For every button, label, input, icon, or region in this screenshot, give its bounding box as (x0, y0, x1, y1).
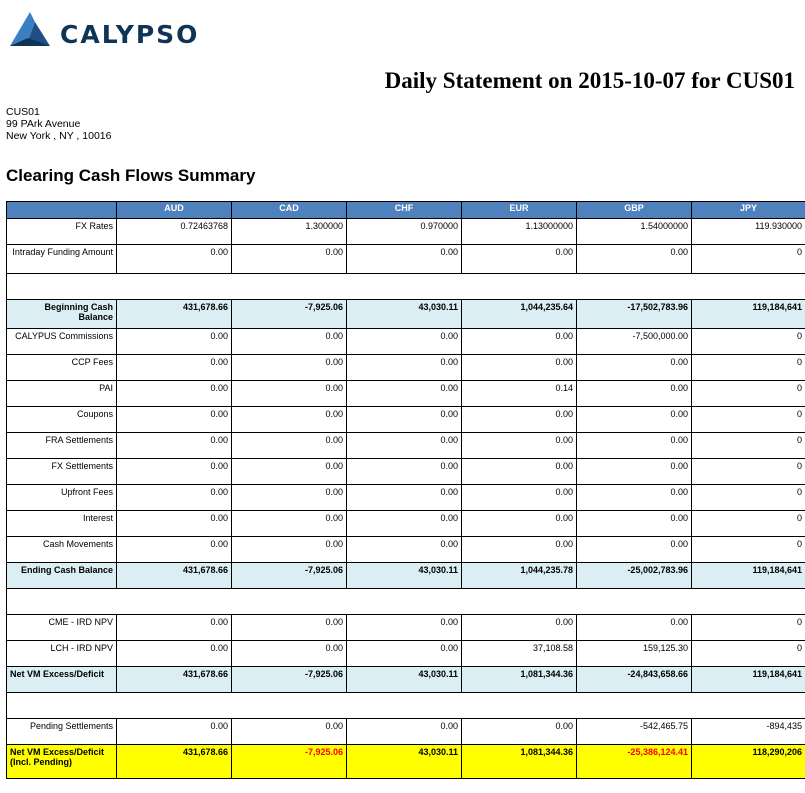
table-row-pai (7, 381, 805, 407)
cell-eur: 1,081,344.36 (462, 667, 577, 693)
cell-gbp: 0.00 (577, 245, 692, 274)
cell-chf: 0.00 (347, 615, 462, 641)
page-title: Daily Statement on 2015-10-07 for CUS01 (384, 68, 795, 93)
table-row-net-vm-incl-pending (7, 745, 805, 779)
cell-cad: 0.00 (232, 245, 347, 274)
table-row-commissions (7, 329, 805, 355)
cell-cad: -7,925.06 (232, 300, 347, 329)
cell-jpy: 0 (692, 537, 805, 563)
column-header-gbp: GBP (577, 202, 692, 219)
column-header-cad: CAD (232, 202, 347, 219)
cell-gbp: 0.00 (577, 485, 692, 511)
cell-chf: 0.00 (347, 459, 462, 485)
cell-cad: 0.00 (232, 641, 347, 667)
cell-jpy: 0 (692, 407, 805, 433)
cell-eur: 1.13000000 (462, 219, 577, 245)
cell-gbp: 0.00 (577, 537, 692, 563)
cell-gbp: -17,502,783.96 (577, 300, 692, 329)
cell-chf: 0.00 (347, 245, 462, 274)
cell-eur: 0.14 (462, 381, 577, 407)
cell-jpy: 0 (692, 459, 805, 485)
cell-jpy: 119,184,641 (692, 300, 805, 329)
row-label: Net VM Excess/Deficit (7, 667, 117, 693)
cell-eur: 0.00 (462, 245, 577, 274)
cell-chf: 0.00 (347, 719, 462, 745)
cell-cad: 0.00 (232, 381, 347, 407)
row-label: FX Settlements (7, 459, 117, 485)
cell-jpy: 119,184,641 (692, 563, 805, 589)
cell-cad: 0.00 (232, 459, 347, 485)
cell-gbp: 1.54000000 (577, 219, 692, 245)
row-label: FRA Settlements (7, 433, 117, 459)
calypso-mountain-logo-icon (8, 8, 52, 48)
cell-chf: 0.00 (347, 511, 462, 537)
table-row-net-vm-excess-deficit (7, 667, 805, 693)
cell-jpy: -894,435 (692, 719, 805, 745)
cell-eur: 1,081,344.36 (462, 745, 577, 779)
cell-gbp: -25,386,124.41 (577, 745, 692, 779)
cell-cad: 0.00 (232, 407, 347, 433)
cell-jpy: 0 (692, 615, 805, 641)
column-header-jpy: JPY (692, 202, 805, 219)
cell-aud: 0.00 (117, 355, 232, 381)
cell-jpy: 119.930000 (692, 219, 805, 245)
cell-jpy: 0 (692, 245, 805, 274)
address-line-1: CUS01 (6, 106, 40, 118)
cell-jpy: 0 (692, 381, 805, 407)
cell-aud: 0.00 (117, 615, 232, 641)
cell-chf: 43,030.11 (347, 300, 462, 329)
table-row-ccp-fees (7, 355, 805, 381)
cell-eur: 0.00 (462, 485, 577, 511)
cell-cad: 0.00 (232, 433, 347, 459)
cell-gbp: -24,843,658.66 (577, 667, 692, 693)
spacer-cell (7, 693, 805, 719)
cell-aud: 0.00 (117, 719, 232, 745)
cell-aud: 0.00 (117, 641, 232, 667)
cell-eur: 0.00 (462, 329, 577, 355)
table-row-upfront-fees (7, 485, 805, 511)
cell-chf: 0.00 (347, 537, 462, 563)
cell-chf: 0.00 (347, 407, 462, 433)
table-row-fx-settlements (7, 459, 805, 485)
row-label: Coupons (7, 407, 117, 433)
table-row-fra-settlements (7, 433, 805, 459)
cell-aud: 0.00 (117, 485, 232, 511)
spacer-row (7, 274, 805, 300)
cell-cad: 1.300000 (232, 219, 347, 245)
spacer-cell (7, 589, 805, 615)
cell-jpy: 0 (692, 329, 805, 355)
cell-eur: 1,044,235.78 (462, 563, 577, 589)
cell-chf: 0.00 (347, 485, 462, 511)
cell-gbp: 0.00 (577, 355, 692, 381)
cell-aud: 0.00 (117, 407, 232, 433)
cell-jpy: 0 (692, 511, 805, 537)
cell-aud: 431,678.66 (117, 300, 232, 329)
cell-eur: 0.00 (462, 433, 577, 459)
cell-gbp: 0.00 (577, 511, 692, 537)
row-label: Intraday Funding Amount (7, 245, 117, 274)
cell-aud: 0.00 (117, 433, 232, 459)
cell-cad: 0.00 (232, 615, 347, 641)
client-address (6, 106, 111, 142)
table-row-ending-cash-balance (7, 563, 805, 589)
cell-cad: 0.00 (232, 537, 347, 563)
row-label: Interest (7, 511, 117, 537)
cell-cad: 0.00 (232, 511, 347, 537)
logo-wordmark: CALYPSO (60, 20, 200, 49)
cell-gbp: -25,002,783.96 (577, 563, 692, 589)
cell-chf: 0.00 (347, 381, 462, 407)
cell-aud: 0.00 (117, 245, 232, 274)
table-row-fx-rates (7, 219, 805, 245)
cell-chf: 0.970000 (347, 219, 462, 245)
row-label: PAI (7, 381, 117, 407)
cell-eur: 37,108.58 (462, 641, 577, 667)
cell-jpy: 0 (692, 641, 805, 667)
column-header-label (7, 202, 117, 219)
cell-cad: -7,925.06 (232, 667, 347, 693)
cell-eur: 0.00 (462, 407, 577, 433)
cell-cad: 0.00 (232, 485, 347, 511)
cell-cad: -7,925.06 (232, 563, 347, 589)
cell-jpy: 0 (692, 433, 805, 459)
row-label: LCH - IRD NPV (7, 641, 117, 667)
cell-chf: 0.00 (347, 355, 462, 381)
cell-eur: 0.00 (462, 537, 577, 563)
address-line-2: 99 PArk Avenue (6, 118, 81, 130)
row-label: Beginning Cash Balance (7, 300, 117, 329)
spacer-row (7, 589, 805, 615)
cell-aud: 431,678.66 (117, 667, 232, 693)
cell-aud: 0.00 (117, 329, 232, 355)
cell-jpy: 119,184,641 (692, 667, 805, 693)
row-label: Ending Cash Balance (7, 563, 117, 589)
cell-jpy: 0 (692, 485, 805, 511)
section-title: Clearing Cash Flows Summary (6, 166, 256, 185)
table-row-coupons (7, 407, 805, 433)
row-label: Net VM Excess/Deficit (Incl. Pending) (7, 745, 117, 779)
cell-cad: 0.00 (232, 329, 347, 355)
cell-gbp: 159,125.30 (577, 641, 692, 667)
cell-chf: 0.00 (347, 641, 462, 667)
cell-cad: -7,925.06 (232, 745, 347, 779)
row-label: CME - IRD NPV (7, 615, 117, 641)
cell-cad: 0.00 (232, 719, 347, 745)
cell-gbp: -7,500,000.00 (577, 329, 692, 355)
cell-gbp: 0.00 (577, 381, 692, 407)
cell-gbp: 0.00 (577, 459, 692, 485)
row-label: Cash Movements (7, 537, 117, 563)
cell-eur: 0.00 (462, 355, 577, 381)
spacer-row (7, 693, 805, 719)
cell-chf: 43,030.11 (347, 667, 462, 693)
table-row-lch-ird-npv (7, 641, 805, 667)
spacer-cell (7, 274, 805, 300)
column-header-chf: CHF (347, 202, 462, 219)
cell-chf: 43,030.11 (347, 745, 462, 779)
cell-eur: 0.00 (462, 615, 577, 641)
row-label: CCP Fees (7, 355, 117, 381)
cell-aud: 0.00 (117, 381, 232, 407)
row-label: FX Rates (7, 219, 117, 245)
table-row-intraday-funding (7, 245, 805, 274)
cell-aud: 0.00 (117, 511, 232, 537)
table-row-cash-movements (7, 537, 805, 563)
row-label: CALYPUS Commissions (7, 329, 117, 355)
cell-gbp: 0.00 (577, 407, 692, 433)
cell-aud: 431,678.66 (117, 563, 232, 589)
address-line-3: New York , NY , 10016 (6, 130, 112, 142)
cell-eur: 0.00 (462, 459, 577, 485)
row-label: Pending Settlements (7, 719, 117, 745)
cell-eur: 0.00 (462, 719, 577, 745)
cell-eur: 0.00 (462, 511, 577, 537)
cell-aud: 0.00 (117, 459, 232, 485)
cell-jpy: 0 (692, 355, 805, 381)
cell-aud: 431,678.66 (117, 745, 232, 779)
cell-eur: 1,044,235.64 (462, 300, 577, 329)
row-label: Upfront Fees (7, 485, 117, 511)
cash-flows-summary-table (6, 201, 805, 779)
table-header-row (7, 202, 805, 219)
cell-chf: 0.00 (347, 329, 462, 355)
column-header-eur: EUR (462, 202, 577, 219)
cell-aud: 0.00 (117, 537, 232, 563)
column-header-aud: AUD (117, 202, 232, 219)
table-row-cme-ird-npv (7, 615, 805, 641)
cell-jpy: 118,290,206 (692, 745, 805, 779)
cell-chf: 43,030.11 (347, 563, 462, 589)
table-row-beginning-cash-balance (7, 300, 805, 329)
cell-gbp: 0.00 (577, 615, 692, 641)
cell-cad: 0.00 (232, 355, 347, 381)
cell-gbp: -542,465.75 (577, 719, 692, 745)
table-row-pending-settlements (7, 719, 805, 745)
calypso-logo (8, 8, 200, 49)
table-row-interest (7, 511, 805, 537)
cell-aud: 0.72463768 (117, 219, 232, 245)
cell-chf: 0.00 (347, 433, 462, 459)
cell-gbp: 0.00 (577, 433, 692, 459)
